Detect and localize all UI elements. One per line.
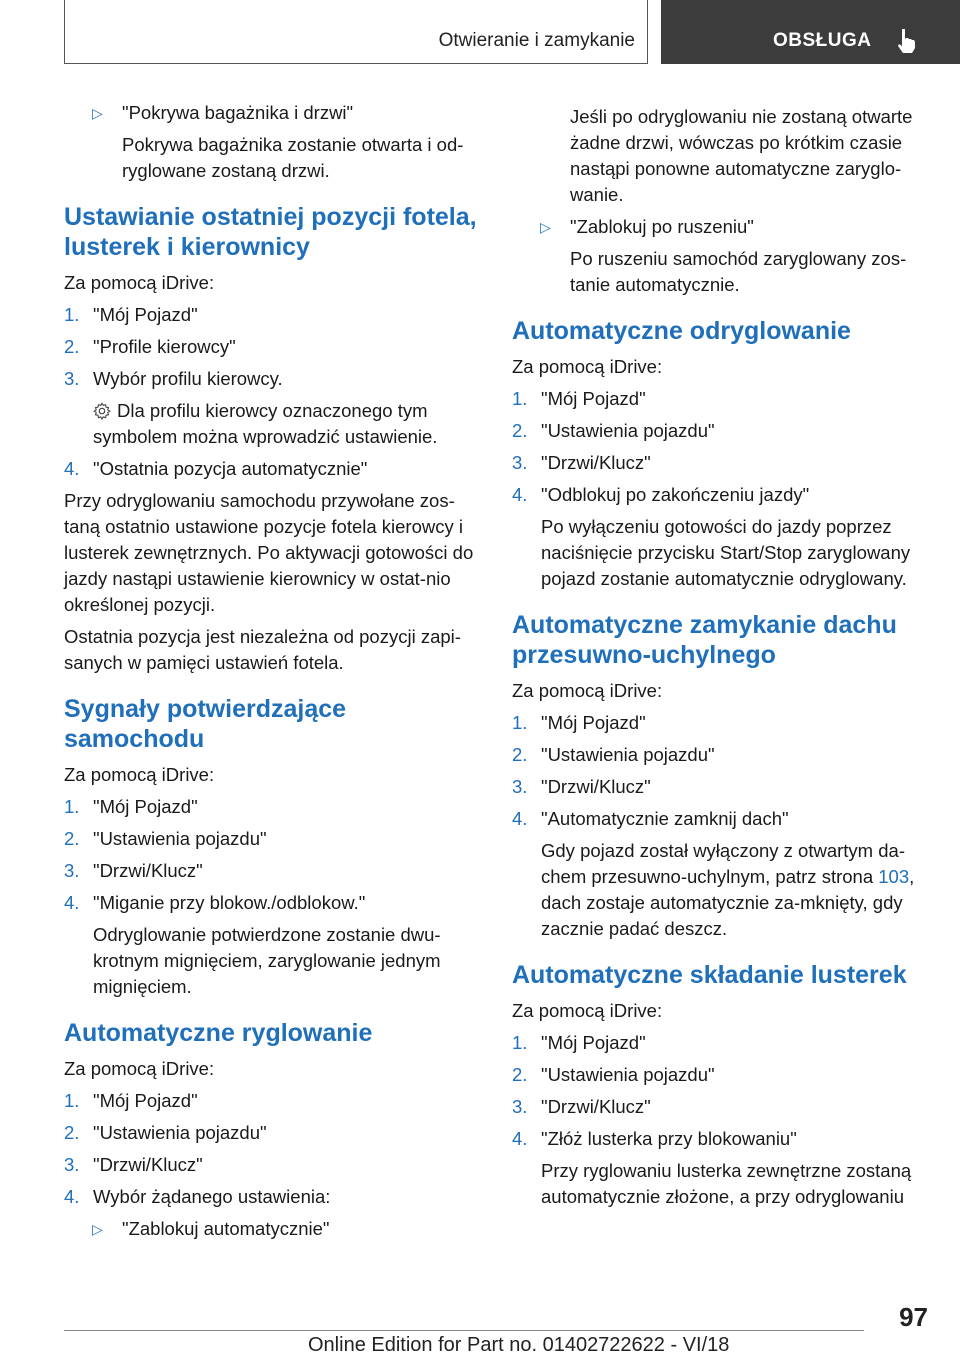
triangle-bullet-icon: ▷ xyxy=(540,219,551,235)
option-item: ▷ "Zablokuj automatycznie" xyxy=(64,1216,484,1242)
list-item: 1. "Mój Pojazd" xyxy=(512,712,646,733)
edition-note: Online Edition for Part no. 01402722622 - VI/18 xyxy=(308,1334,730,1356)
list-item: 2. "Ustawienia pojazdu" xyxy=(512,420,715,441)
option-description: Jeśli po odryglowaniu nie zostaną otwarte żadne drzwi, wówczas po krótkim czasie nastąpi ponowne automatyczne zaryglo-wanie. xyxy=(570,106,913,205)
list-item: 4. "Złóż lusterka przy blokowaniu" xyxy=(512,1128,797,1149)
intro-text: Za pomocą iDrive: xyxy=(512,356,663,377)
triangle-bullet-icon: ▷ xyxy=(92,105,103,121)
gear-icon xyxy=(93,402,111,420)
intro-text: Za pomocą iDrive: xyxy=(512,680,663,701)
footer-divider xyxy=(64,1330,864,1331)
option-item: ▷ "Zablokuj po ruszeniu" xyxy=(512,214,932,240)
list-item: 1. "Mój Pojazd" xyxy=(512,1032,646,1053)
list-item: 1. "Mój Pojazd" xyxy=(64,1090,198,1111)
heading-seat-position: Ustawianie ostatniej pozycji fotela, lusterek i kierownicy xyxy=(64,203,477,261)
step-description: Przy ryglowaniu lusterka zewnętrzne zostaną automatycznie złożone, a przy odryglowaniu xyxy=(541,1160,912,1207)
heading-auto-unlock: Automatyczne odryglowanie xyxy=(512,317,851,345)
triangle-bullet-icon: ▷ xyxy=(92,1221,103,1237)
list-item: 3. Wybór profilu kierowcy. xyxy=(64,368,283,389)
option-item: ▷ "Pokrywa bagażnika i drzwi" xyxy=(64,100,484,126)
chapter-tab xyxy=(661,0,960,64)
list-item: 4. "Miganie przy blokow./odblokow." xyxy=(64,892,366,913)
list-item: 2. "Ustawienia pojazdu" xyxy=(512,744,715,765)
page-reference-link[interactable]: 103 xyxy=(878,866,910,887)
list-item: 3. "Drzwi/Klucz" xyxy=(64,860,203,881)
left-column xyxy=(64,100,484,1248)
list-item: 1. "Mój Pojazd" xyxy=(64,796,198,817)
heading-roof-close: Automatyczne zamykanie dachu przesuwno-uchylnego xyxy=(512,611,897,669)
heading-confirmation-signals: Sygnały potwierdzające samochodu xyxy=(64,695,347,753)
list-item: 3. "Drzwi/Klucz" xyxy=(64,1154,203,1175)
list-item: 4. "Automatycznie zamknij dach" xyxy=(512,808,789,829)
paragraph: Ostatnia pozycja jest niezależna od pozycji zapi-sanych w pamięci ustawień fotela. xyxy=(64,626,461,673)
list-item: 1. "Mój Pojazd" xyxy=(512,388,646,409)
profile-note: Dla profilu kierowcy oznaczonego tym symbolem można wprowadzić ustawienie. xyxy=(93,400,438,447)
option-description: Po ruszeniu samochód zaryglowany zos-tanie automatycznie. xyxy=(570,248,907,295)
list-item: 2. "Ustawienia pojazdu" xyxy=(64,828,267,849)
list-item: 2. "Ustawienia pojazdu" xyxy=(512,1064,715,1085)
paragraph: Przy odryglowaniu samochodu przywołane zos-taną ostatnio ustawione pozycje fotela kierowcy i lusterek zewnętrznych. Po aktywacji gotowości do jazdy nastąpi ustawienie kierownicy w ostat-nio określonej pozycji. xyxy=(64,490,474,615)
page-number: 97 xyxy=(899,1302,928,1332)
list-item: 4. Wybór żądanego ustawienia: xyxy=(64,1186,331,1207)
step-description: Po wyłączeniu gotowości do jazdy poprzez naciśnięcie przycisku Start/Stop zaryglowany pojazd zostanie automatycznie odryglowany. xyxy=(541,516,911,589)
header-title-box xyxy=(64,0,648,64)
hand-pointer-icon xyxy=(893,26,921,54)
right-column xyxy=(512,104,932,1216)
list-item: 1. "Mój Pojazd" xyxy=(64,304,198,325)
list-item: 4. "Odblokuj po zakończeniu jazdy" xyxy=(512,484,810,505)
list-item: 2. "Profile kierowcy" xyxy=(64,336,236,357)
step-description: Odryglowanie potwierdzone zostanie dwu-krotnym mignięciem, zaryglowanie jednym mignięciem. xyxy=(93,924,441,997)
intro-text: Za pomocą iDrive: xyxy=(64,272,215,293)
list-item: 2. "Ustawienia pojazdu" xyxy=(64,1122,267,1143)
intro-text: Za pomocą iDrive: xyxy=(512,1000,663,1021)
section-title: Otwieranie i zamykanie xyxy=(438,30,635,51)
option-description: Pokrywa bagażnika zostanie otwarta i od-ryglowane zostaną drzwi. xyxy=(122,134,464,181)
list-item: 3. "Drzwi/Klucz" xyxy=(512,452,651,473)
intro-text: Za pomocą iDrive: xyxy=(64,1058,215,1079)
chapter-tab-label: OBSŁUGA xyxy=(773,30,872,51)
step-description: Gdy pojazd został wyłączony z otwartym da-chem przesuwno-uchylnym, patrz strona 103, dach zostaje automatycznie za-mknięty, gdy zacznie padać deszcz. xyxy=(541,840,915,939)
list-item: 3. "Drzwi/Klucz" xyxy=(512,776,651,797)
list-item: 4. "Ostatnia pozycja automatycznie" xyxy=(64,458,368,479)
heading-mirror-fold: Automatyczne składanie lusterek xyxy=(512,961,907,989)
heading-auto-lock: Automatyczne ryglowanie xyxy=(64,1019,373,1047)
intro-text: Za pomocą iDrive: xyxy=(64,764,215,785)
list-item: 3. "Drzwi/Klucz" xyxy=(512,1096,651,1117)
